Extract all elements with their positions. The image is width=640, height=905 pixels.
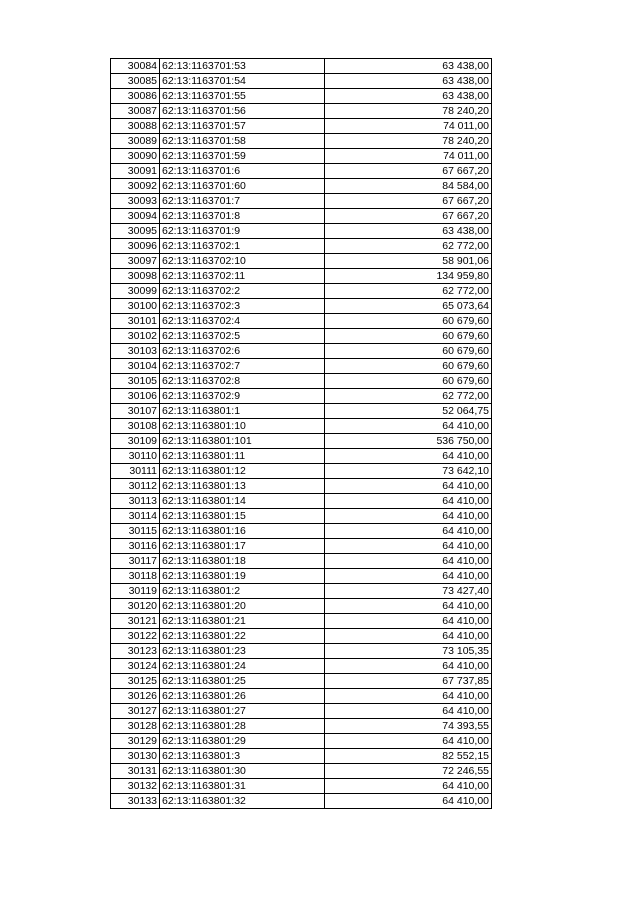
table-row <box>111 74 492 89</box>
cadastral-number-cell: 62:13:1163801:19 <box>160 569 325 584</box>
cadastral-number-cell: 62:13:1163701:56 <box>160 104 325 119</box>
table-row <box>111 614 492 629</box>
table-row <box>111 449 492 464</box>
row-number-cell: 30095 <box>111 224 160 239</box>
table-row <box>111 239 492 254</box>
table-row <box>111 749 492 764</box>
cadastral-number-cell: 62:13:1163701:57 <box>160 119 325 134</box>
row-number-cell: 30126 <box>111 689 160 704</box>
cadastral-number-cell: 62:13:1163702:3 <box>160 299 325 314</box>
value-cell: 63 438,00 <box>325 74 492 89</box>
table-row <box>111 134 492 149</box>
row-number-cell: 30087 <box>111 104 160 119</box>
cadastral-number-cell: 62:13:1163701:60 <box>160 179 325 194</box>
value-cell: 62 772,00 <box>325 239 492 254</box>
value-cell: 60 679,60 <box>325 329 492 344</box>
table-row <box>111 284 492 299</box>
table-row <box>111 539 492 554</box>
row-number-cell: 30096 <box>111 239 160 254</box>
cadastral-number-cell: 62:13:1163702:5 <box>160 329 325 344</box>
row-number-cell: 30098 <box>111 269 160 284</box>
table-row <box>111 164 492 179</box>
row-number-cell: 30094 <box>111 209 160 224</box>
row-number-cell: 30115 <box>111 524 160 539</box>
value-cell: 73 642,10 <box>325 464 492 479</box>
row-number-cell: 30118 <box>111 569 160 584</box>
value-cell: 74 011,00 <box>325 119 492 134</box>
table-row <box>111 419 492 434</box>
cadastral-number-cell: 62:13:1163801:10 <box>160 419 325 434</box>
value-cell: 60 679,60 <box>325 359 492 374</box>
row-number-cell: 30102 <box>111 329 160 344</box>
cadastral-number-cell: 62:13:1163702:11 <box>160 269 325 284</box>
row-number-cell: 30085 <box>111 74 160 89</box>
row-number-cell: 30109 <box>111 434 160 449</box>
row-number-cell: 30104 <box>111 359 160 374</box>
table-row <box>111 599 492 614</box>
cadastral-number-cell: 62:13:1163702:9 <box>160 389 325 404</box>
row-number-cell: 30128 <box>111 719 160 734</box>
cadastral-number-cell: 62:13:1163801:20 <box>160 599 325 614</box>
row-number-cell: 30124 <box>111 659 160 674</box>
cadastral-number-cell: 62:13:1163801:27 <box>160 704 325 719</box>
row-number-cell: 30130 <box>111 749 160 764</box>
row-number-cell: 30089 <box>111 134 160 149</box>
cadastral-number-cell: 62:13:1163801:31 <box>160 779 325 794</box>
value-cell: 64 410,00 <box>325 449 492 464</box>
cadastral-number-cell: 62:13:1163801:22 <box>160 629 325 644</box>
value-cell: 74 393,55 <box>325 719 492 734</box>
row-number-cell: 30117 <box>111 554 160 569</box>
value-cell: 64 410,00 <box>325 689 492 704</box>
row-number-cell: 30097 <box>111 254 160 269</box>
table-row <box>111 674 492 689</box>
value-cell: 64 410,00 <box>325 629 492 644</box>
row-number-cell: 30112 <box>111 479 160 494</box>
value-cell: 64 410,00 <box>325 599 492 614</box>
value-cell: 78 240,20 <box>325 134 492 149</box>
value-cell: 73 105,35 <box>325 644 492 659</box>
table-row <box>111 584 492 599</box>
table-row <box>111 689 492 704</box>
value-cell: 64 410,00 <box>325 659 492 674</box>
row-number-cell: 30084 <box>111 59 160 74</box>
table-row <box>111 269 492 284</box>
row-number-cell: 30106 <box>111 389 160 404</box>
table-row <box>111 149 492 164</box>
cadastral-number-cell: 62:13:1163701:6 <box>160 164 325 179</box>
row-number-cell: 30114 <box>111 509 160 524</box>
value-cell: 60 679,60 <box>325 374 492 389</box>
value-cell: 64 410,00 <box>325 539 492 554</box>
table-row <box>111 629 492 644</box>
table-body <box>111 59 492 809</box>
cadastral-number-cell: 62:13:1163801:25 <box>160 674 325 689</box>
row-number-cell: 30116 <box>111 539 160 554</box>
row-number-cell: 30123 <box>111 644 160 659</box>
value-cell: 67 667,20 <box>325 194 492 209</box>
cadastral-number-cell: 62:13:1163801:28 <box>160 719 325 734</box>
table-row <box>111 704 492 719</box>
cadastral-number-cell: 62:13:1163801:26 <box>160 689 325 704</box>
cadastral-number-cell: 62:13:1163801:11 <box>160 449 325 464</box>
cadastral-number-cell: 62:13:1163701:59 <box>160 149 325 164</box>
value-cell: 64 410,00 <box>325 524 492 539</box>
table-row <box>111 194 492 209</box>
value-cell: 62 772,00 <box>325 389 492 404</box>
row-number-cell: 30122 <box>111 629 160 644</box>
row-number-cell: 30133 <box>111 794 160 809</box>
row-number-cell: 30125 <box>111 674 160 689</box>
cadastral-number-cell: 62:13:1163801:23 <box>160 644 325 659</box>
cadastral-number-cell: 62:13:1163801:17 <box>160 539 325 554</box>
row-number-cell: 30120 <box>111 599 160 614</box>
value-cell: 67 667,20 <box>325 164 492 179</box>
table-row <box>111 524 492 539</box>
value-cell: 134 959,80 <box>325 269 492 284</box>
value-cell: 64 410,00 <box>325 494 492 509</box>
table-row <box>111 404 492 419</box>
table-row <box>111 89 492 104</box>
cadastral-number-cell: 62:13:1163702:7 <box>160 359 325 374</box>
row-number-cell: 30132 <box>111 779 160 794</box>
table-row <box>111 179 492 194</box>
value-cell: 63 438,00 <box>325 224 492 239</box>
value-cell: 73 427,40 <box>325 584 492 599</box>
cadastral-number-cell: 62:13:1163801:29 <box>160 734 325 749</box>
value-cell: 82 552,15 <box>325 749 492 764</box>
value-cell: 78 240,20 <box>325 104 492 119</box>
table-row <box>111 794 492 809</box>
cadastral-number-cell: 62:13:1163801:21 <box>160 614 325 629</box>
cadastral-number-cell: 62:13:1163702:10 <box>160 254 325 269</box>
row-number-cell: 30129 <box>111 734 160 749</box>
cadastral-number-cell: 62:13:1163701:53 <box>160 59 325 74</box>
value-cell: 52 064,75 <box>325 404 492 419</box>
row-number-cell: 30099 <box>111 284 160 299</box>
value-cell: 64 410,00 <box>325 614 492 629</box>
value-cell: 64 410,00 <box>325 734 492 749</box>
value-cell: 64 410,00 <box>325 554 492 569</box>
value-cell: 64 410,00 <box>325 569 492 584</box>
cadastral-number-cell: 62:13:1163801:32 <box>160 794 325 809</box>
value-cell: 60 679,60 <box>325 344 492 359</box>
cadastral-number-cell: 62:13:1163702:1 <box>160 239 325 254</box>
table-row <box>111 644 492 659</box>
table-row <box>111 314 492 329</box>
cadastral-number-cell: 62:13:1163702:2 <box>160 284 325 299</box>
cadastral-number-cell: 62:13:1163702:6 <box>160 344 325 359</box>
table-row <box>111 464 492 479</box>
table-row <box>111 224 492 239</box>
value-cell: 58 901,06 <box>325 254 492 269</box>
table-row <box>111 479 492 494</box>
table-row <box>111 779 492 794</box>
value-cell: 64 410,00 <box>325 779 492 794</box>
cadastral-number-cell: 62:13:1163801:3 <box>160 749 325 764</box>
table-row <box>111 389 492 404</box>
row-number-cell: 30113 <box>111 494 160 509</box>
value-cell: 72 246,55 <box>325 764 492 779</box>
table-row <box>111 254 492 269</box>
cadastral-number-cell: 62:13:1163801:18 <box>160 554 325 569</box>
value-cell: 64 410,00 <box>325 704 492 719</box>
cadastral-number-cell: 62:13:1163702:4 <box>160 314 325 329</box>
row-number-cell: 30119 <box>111 584 160 599</box>
value-cell: 63 438,00 <box>325 59 492 74</box>
row-number-cell: 30088 <box>111 119 160 134</box>
value-cell: 64 410,00 <box>325 509 492 524</box>
cadastral-number-cell: 62:13:1163701:54 <box>160 74 325 89</box>
table-row <box>111 554 492 569</box>
row-number-cell: 30101 <box>111 314 160 329</box>
value-cell: 64 410,00 <box>325 479 492 494</box>
row-number-cell: 30127 <box>111 704 160 719</box>
table-row <box>111 104 492 119</box>
table-row <box>111 329 492 344</box>
value-cell: 65 073,64 <box>325 299 492 314</box>
value-cell: 64 410,00 <box>325 419 492 434</box>
table-row <box>111 659 492 674</box>
row-number-cell: 30110 <box>111 449 160 464</box>
row-number-cell: 30121 <box>111 614 160 629</box>
row-number-cell: 30111 <box>111 464 160 479</box>
row-number-cell: 30105 <box>111 374 160 389</box>
cadastral-number-cell: 62:13:1163801:101 <box>160 434 325 449</box>
table-row <box>111 434 492 449</box>
cadastral-number-cell: 62:13:1163801:24 <box>160 659 325 674</box>
cadastral-number-cell: 62:13:1163701:8 <box>160 209 325 224</box>
cadastral-number-cell: 62:13:1163701:9 <box>160 224 325 239</box>
row-number-cell: 30091 <box>111 164 160 179</box>
cadastral-number-cell: 62:13:1163801:13 <box>160 479 325 494</box>
value-cell: 74 011,00 <box>325 149 492 164</box>
value-cell: 60 679,60 <box>325 314 492 329</box>
table-row <box>111 359 492 374</box>
table-row <box>111 209 492 224</box>
cadastral-number-cell: 62:13:1163701:7 <box>160 194 325 209</box>
row-number-cell: 30093 <box>111 194 160 209</box>
cadastral-value-table <box>110 58 492 809</box>
row-number-cell: 30107 <box>111 404 160 419</box>
value-cell: 67 667,20 <box>325 209 492 224</box>
table-row <box>111 719 492 734</box>
table-row <box>111 569 492 584</box>
cadastral-number-cell: 62:13:1163701:55 <box>160 89 325 104</box>
cadastral-number-cell: 62:13:1163801:14 <box>160 494 325 509</box>
cadastral-number-cell: 62:13:1163801:2 <box>160 584 325 599</box>
value-cell: 67 737,85 <box>325 674 492 689</box>
table-row <box>111 509 492 524</box>
row-number-cell: 30108 <box>111 419 160 434</box>
row-number-cell: 30092 <box>111 179 160 194</box>
table-row <box>111 299 492 314</box>
table-row <box>111 374 492 389</box>
table-row <box>111 764 492 779</box>
value-cell: 84 584,00 <box>325 179 492 194</box>
cadastral-number-cell: 62:13:1163801:1 <box>160 404 325 419</box>
cadastral-number-cell: 62:13:1163801:30 <box>160 764 325 779</box>
value-cell: 63 438,00 <box>325 89 492 104</box>
cadastral-number-cell: 62:13:1163701:58 <box>160 134 325 149</box>
cadastral-number-cell: 62:13:1163801:15 <box>160 509 325 524</box>
table-row <box>111 734 492 749</box>
row-number-cell: 30100 <box>111 299 160 314</box>
table-row <box>111 344 492 359</box>
table-row <box>111 119 492 134</box>
cadastral-number-cell: 62:13:1163801:12 <box>160 464 325 479</box>
value-cell: 64 410,00 <box>325 794 492 809</box>
row-number-cell: 30090 <box>111 149 160 164</box>
row-number-cell: 30103 <box>111 344 160 359</box>
table-row <box>111 59 492 74</box>
table-row <box>111 494 492 509</box>
value-cell: 536 750,00 <box>325 434 492 449</box>
cadastral-number-cell: 62:13:1163702:8 <box>160 374 325 389</box>
value-cell: 62 772,00 <box>325 284 492 299</box>
row-number-cell: 30131 <box>111 764 160 779</box>
cadastral-number-cell: 62:13:1163801:16 <box>160 524 325 539</box>
row-number-cell: 30086 <box>111 89 160 104</box>
